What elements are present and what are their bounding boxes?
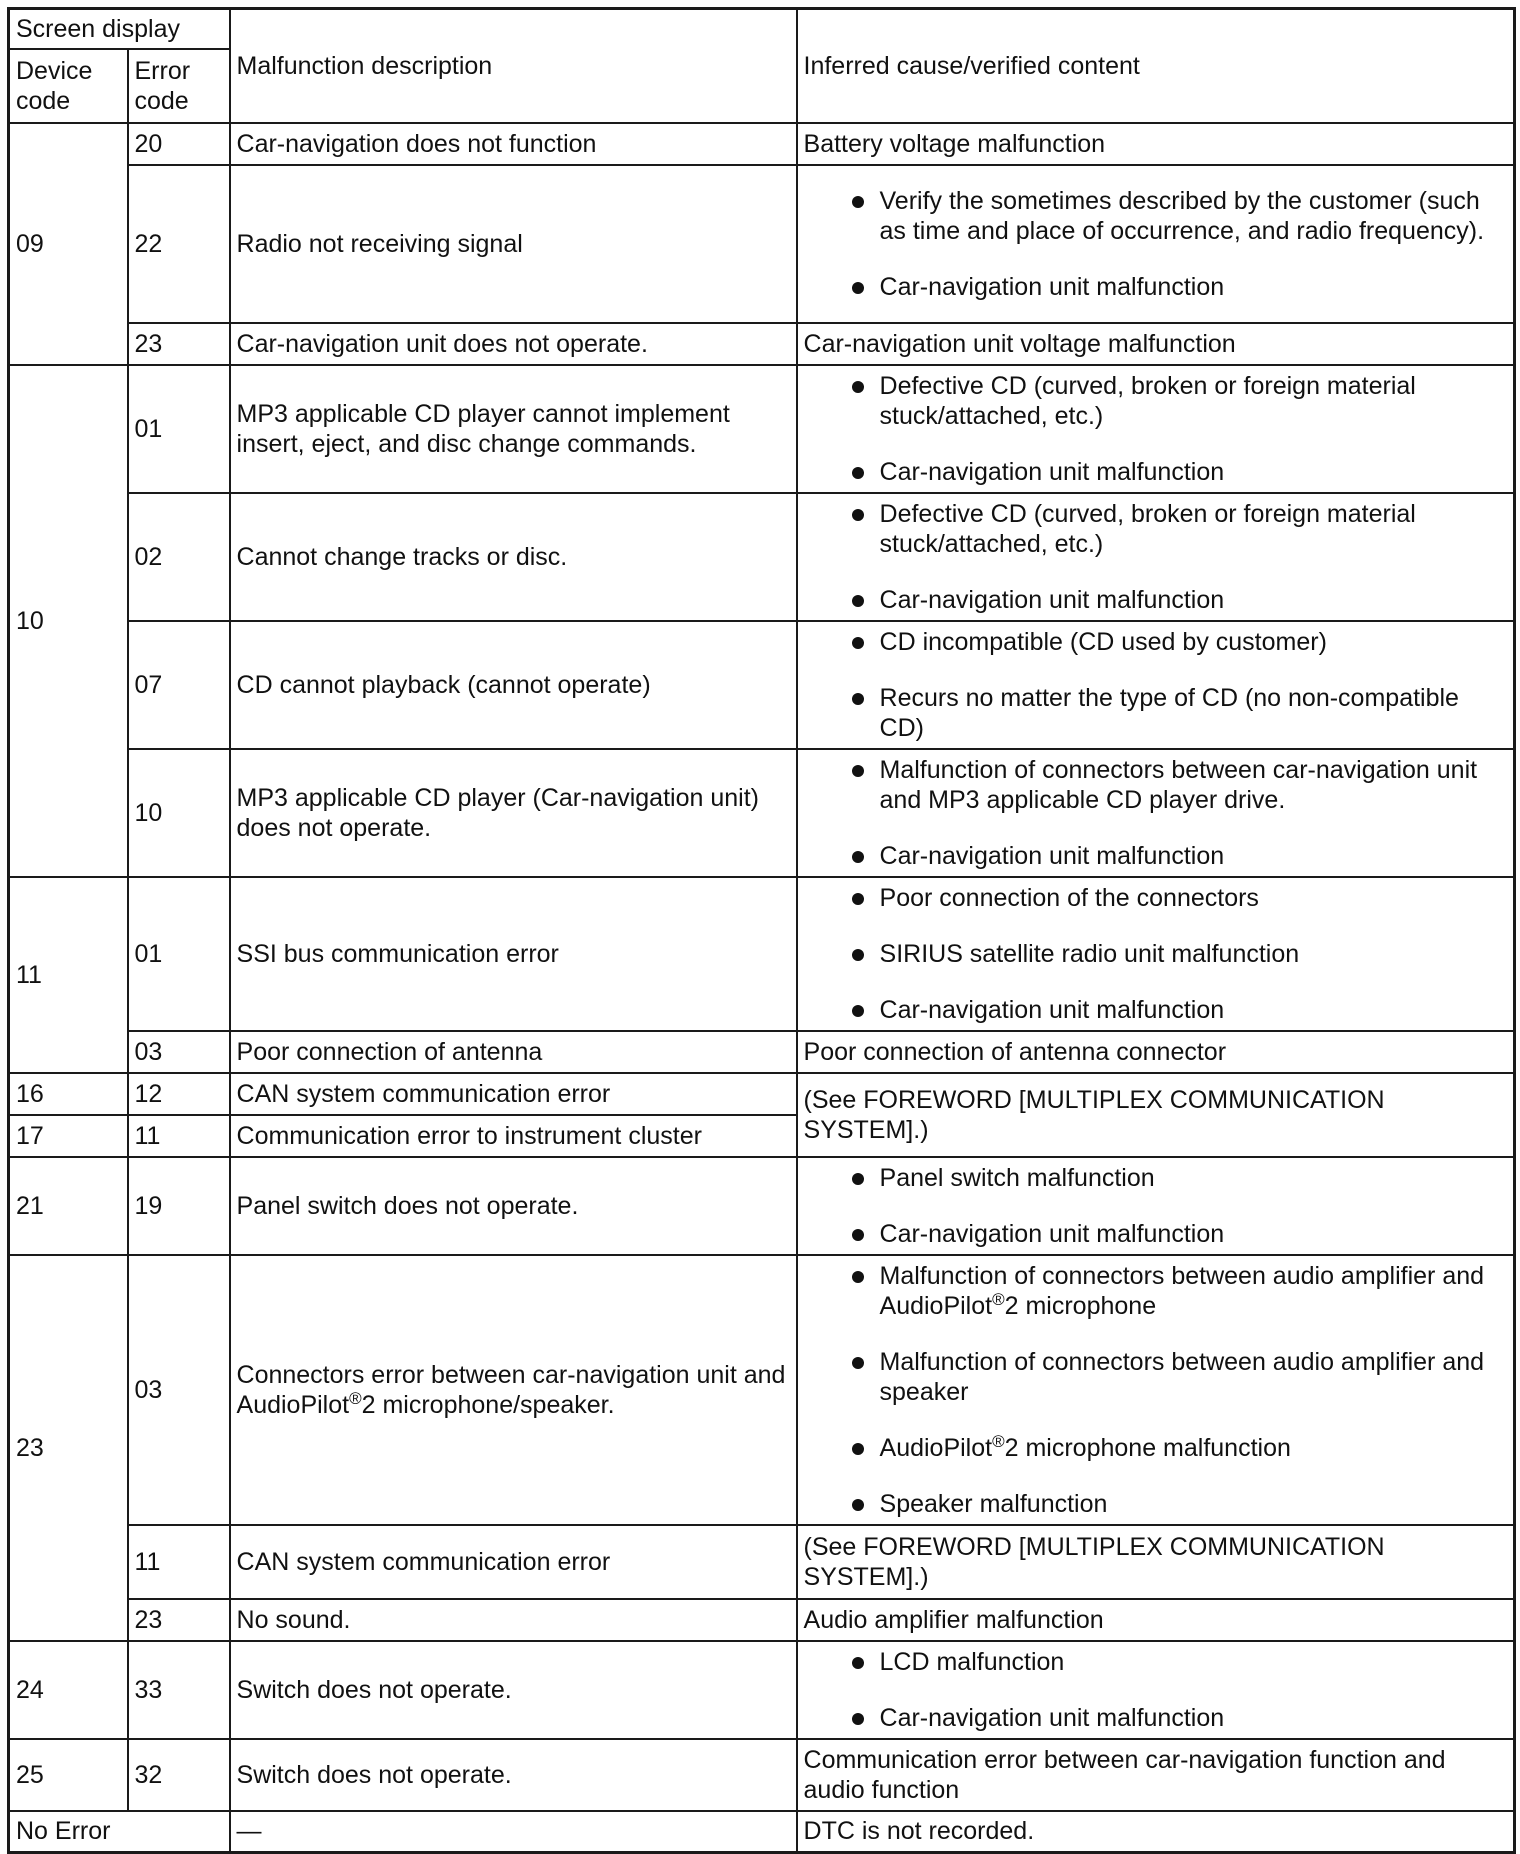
cause-list-cell xyxy=(797,493,1515,621)
cause-text: Poor connection of antenna connector xyxy=(797,1031,1515,1073)
malfunction-description: SSI bus communication error xyxy=(230,877,797,1031)
cause-text: Battery voltage malfunction xyxy=(797,123,1515,165)
registered-mark: ® xyxy=(992,1289,1005,1309)
error-code: 12 xyxy=(128,1073,230,1115)
cause-item xyxy=(804,1347,1508,1407)
cause-list-cell xyxy=(797,365,1515,493)
cause-text-part: Speaker malfunction xyxy=(879,1489,1108,1518)
malfunction-description: CD cannot playback (cannot operate) xyxy=(230,621,797,749)
error-code: 07 xyxy=(128,621,230,749)
device-code: 10 xyxy=(9,365,128,877)
malfunction-description: — xyxy=(230,1811,797,1853)
table-row xyxy=(9,1599,1515,1641)
table-row xyxy=(9,493,1515,621)
device-code: 21 xyxy=(9,1157,128,1255)
table-row xyxy=(9,1811,1515,1853)
cause-list-cell xyxy=(797,165,1515,323)
cause-item: Car-navigation unit malfunction xyxy=(804,1219,1508,1249)
cause-item: LCD malfunction xyxy=(804,1647,1508,1677)
table-row xyxy=(9,621,1515,749)
malfunction-description: Communication error to instrument cluster xyxy=(230,1115,797,1157)
error-code: 11 xyxy=(128,1525,230,1599)
header-row xyxy=(9,9,1515,49)
malfunction-description: CAN system communication error xyxy=(230,1525,797,1599)
cause-item: Panel switch malfunction xyxy=(804,1163,1508,1193)
table-row xyxy=(9,1073,1515,1115)
malfunction-description: CAN system communication error xyxy=(230,1073,797,1115)
cause-list xyxy=(804,878,1508,1030)
cause-text-part: 2 microphone malfunction xyxy=(1004,1433,1291,1462)
cause-item xyxy=(804,1261,1508,1321)
malfunction-description: No sound. xyxy=(230,1599,797,1641)
device-code: 09 xyxy=(9,123,128,365)
error-code-header: Error code xyxy=(128,49,230,123)
error-code: 10 xyxy=(128,749,230,877)
cause-list-cell xyxy=(797,877,1515,1031)
device-code: 11 xyxy=(9,877,128,1073)
malfunction-description: Poor connection of antenna xyxy=(230,1031,797,1073)
inferred-cause-header: Inferred cause/verified content xyxy=(797,9,1515,123)
malfunction-description xyxy=(230,1255,797,1525)
error-code: 20 xyxy=(128,123,230,165)
table-row xyxy=(9,1739,1515,1811)
cause-list xyxy=(804,622,1508,748)
cause-list-cell xyxy=(797,1157,1515,1255)
error-code: 03 xyxy=(128,1031,230,1073)
table-row xyxy=(9,877,1515,1031)
cause-item: Car-navigation unit malfunction xyxy=(804,272,1508,302)
cause-text: (See FOREWORD [MULTIPLEX COMMUNICATION SYSTEM].) xyxy=(797,1525,1515,1599)
error-code: 23 xyxy=(128,323,230,365)
screen-display-header: Screen display xyxy=(9,9,230,49)
cause-text: Car-navigation unit voltage malfunction xyxy=(797,323,1515,365)
cause-item: SIRIUS satellite radio unit malfunction xyxy=(804,939,1508,969)
cause-list xyxy=(804,1642,1508,1738)
table-row xyxy=(9,1157,1515,1255)
cause-item: Defective CD (curved, broken or foreign material stuck/attached, etc.) xyxy=(804,499,1508,559)
cause-text-part: Malfunction of connectors between audio amplifier and AudioPilot xyxy=(879,1261,1485,1320)
cause-item: Malfunction of connectors between car-navigation unit and MP3 applicable CD player drive. xyxy=(804,755,1508,815)
error-code: 01 xyxy=(128,877,230,1031)
cause-text-part: 2 microphone xyxy=(1004,1291,1157,1320)
malfunction-description: MP3 applicable CD player cannot implement insert, eject, and disc change commands. xyxy=(230,365,797,493)
cause-text-part: AudioPilot xyxy=(879,1433,993,1462)
cause-item: Poor connection of the connectors xyxy=(804,883,1508,913)
cause-item: Car-navigation unit malfunction xyxy=(804,457,1508,487)
table-row xyxy=(9,1525,1515,1599)
malfunction-description: Switch does not operate. xyxy=(230,1739,797,1811)
cause-list xyxy=(804,1256,1508,1524)
cause-item: CD incompatible (CD used by customer) xyxy=(804,627,1508,657)
table-row xyxy=(9,165,1515,323)
cause-list-cell xyxy=(797,1641,1515,1739)
error-code: 23 xyxy=(128,1599,230,1641)
error-code: 19 xyxy=(128,1157,230,1255)
cause-text: DTC is not recorded. xyxy=(797,1811,1515,1853)
description-text: Connectors error between car-navigation unit and AudioPilot xyxy=(236,1360,786,1419)
malfunction-description-header: Malfunction description xyxy=(230,9,797,123)
device-code-header: Device code xyxy=(9,49,128,123)
description-text: 2 microphone/speaker. xyxy=(361,1390,615,1419)
table-row xyxy=(9,323,1515,365)
registered-mark: ® xyxy=(349,1388,362,1408)
cause-text: Audio amplifier malfunction xyxy=(797,1599,1515,1641)
cause-text-part: Malfunction of connectors between audio amplifier and speaker xyxy=(879,1347,1485,1406)
cause-item: Car-navigation unit malfunction xyxy=(804,585,1508,615)
table-row xyxy=(9,1031,1515,1073)
registered-mark: ® xyxy=(992,1431,1005,1451)
device-code: 17 xyxy=(9,1115,128,1157)
table-row xyxy=(9,749,1515,877)
device-code: 23 xyxy=(9,1255,128,1641)
malfunction-description: Car-navigation unit does not operate. xyxy=(230,323,797,365)
device-code: 25 xyxy=(9,1739,128,1811)
device-code: No Error xyxy=(9,1811,230,1853)
cause-list xyxy=(804,181,1508,307)
malfunction-description: Radio not receiving signal xyxy=(230,165,797,323)
error-code: 02 xyxy=(128,493,230,621)
malfunction-description: Switch does not operate. xyxy=(230,1641,797,1739)
cause-item: Car-navigation unit malfunction xyxy=(804,995,1508,1025)
cause-text: (See FOREWORD [MULTIPLEX COMMUNICATION SYSTEM].) xyxy=(797,1073,1515,1157)
malfunction-description: Car-navigation does not function xyxy=(230,123,797,165)
table-row xyxy=(9,123,1515,165)
device-code: 24 xyxy=(9,1641,128,1739)
cause-item: Verify the sometimes described by the customer (such as time and place of occurrence, and radio frequency). xyxy=(804,186,1508,246)
error-code: 03 xyxy=(128,1255,230,1525)
cause-list xyxy=(804,494,1508,620)
cause-item: Defective CD (curved, broken or foreign material stuck/attached, etc.) xyxy=(804,371,1508,431)
dtc-table xyxy=(7,7,1516,1854)
cause-item: Car-navigation unit malfunction xyxy=(804,841,1508,871)
error-code: 32 xyxy=(128,1739,230,1811)
cause-item xyxy=(804,1489,1508,1519)
cause-list xyxy=(804,366,1508,492)
cause-list-cell xyxy=(797,621,1515,749)
cause-text: Communication error between car-navigation function and audio function xyxy=(797,1739,1515,1811)
malfunction-description: MP3 applicable CD player (Car-navigation unit) does not operate. xyxy=(230,749,797,877)
table-row xyxy=(9,1255,1515,1525)
cause-item xyxy=(804,1433,1508,1463)
error-code: 22 xyxy=(128,165,230,323)
cause-list xyxy=(804,1158,1508,1254)
cause-list-cell xyxy=(797,749,1515,877)
cause-list xyxy=(804,750,1508,876)
error-code: 01 xyxy=(128,365,230,493)
table-row xyxy=(9,1641,1515,1739)
cause-item: Recurs no matter the type of CD (no non-compatible CD) xyxy=(804,683,1508,743)
error-code: 11 xyxy=(128,1115,230,1157)
error-code: 33 xyxy=(128,1641,230,1739)
table-row xyxy=(9,365,1515,493)
malfunction-description: Panel switch does not operate. xyxy=(230,1157,797,1255)
malfunction-description: Cannot change tracks or disc. xyxy=(230,493,797,621)
cause-list-cell xyxy=(797,1255,1515,1525)
cause-item: Car-navigation unit malfunction xyxy=(804,1703,1508,1733)
device-code: 16 xyxy=(9,1073,128,1115)
